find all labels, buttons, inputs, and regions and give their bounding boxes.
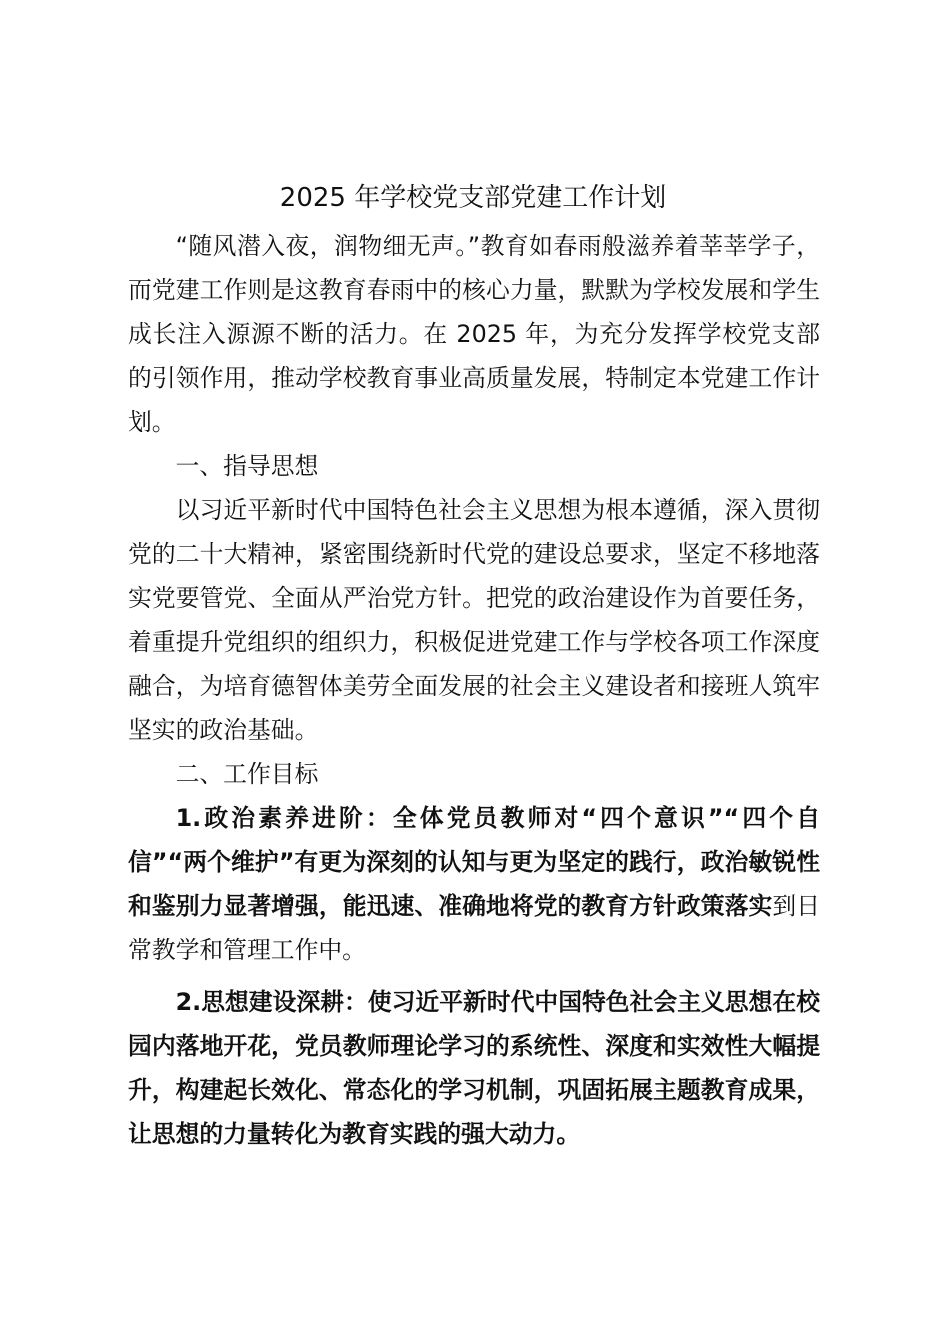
section-2-heading: 二、工作目标: [175, 760, 319, 788]
goal-1-bold-text: 1.政治素养进阶：全体党员教师对“四个意识”“四个自信”“两个维护”有更为深刻的认知与更为坚定的践行，政治敏锐性和鉴别力显著增强，能迅速、准确地将党的教育方针政策落实: [128, 804, 820, 920]
goal-1-tail-text: 到日常教学和管理工作中。: [128, 892, 821, 964]
section-1-paragraph: 以习近平新时代中国特色社会主义思想为根本遵循，深入贯彻党的二十大精神，紧密围绕新时代党的建设总要求，坚定不移地落实党要管党、全面从严治党方针。把党的政治建设作为首要任务，着重提升党组织的组织力，积极促进党建工作与学校各项工作深度融合，为培育德智体美劳全面发展的社会主义建设者和接班人筑牢坚实的政治基础。: [128, 496, 820, 744]
section-1-heading: 一、指导思想: [175, 452, 319, 480]
goal-1-paragraph: [128, 796, 820, 972]
intro-paragraph: “随风潜入夜，润物细无声。”教育如春雨般滋养着莘莘学子，而党建工作则是这教育春雨中的核心力量，默默为学校发展和学生成长注入源源不断的活力。在 2025 年，为充分发挥学校党支部的引领作用，推动学校教育事业高质量发展，特制定本党建工作计划。: [128, 232, 820, 436]
document-title: 2025 年学校党支部党建工作计划: [279, 183, 667, 213]
document-body: [128, 224, 820, 1156]
goal-2-paragraph: 2.思想建设深耕：使习近平新时代中国特色社会主义思想在校园内落地开花，党员教师理论学习的系统性、深度和实效性大幅提升，构建起长效化、常态化的学习机制，巩固拓展主题教育成果，让思想的力量转化为教育实践的强大动力。: [128, 988, 820, 1148]
